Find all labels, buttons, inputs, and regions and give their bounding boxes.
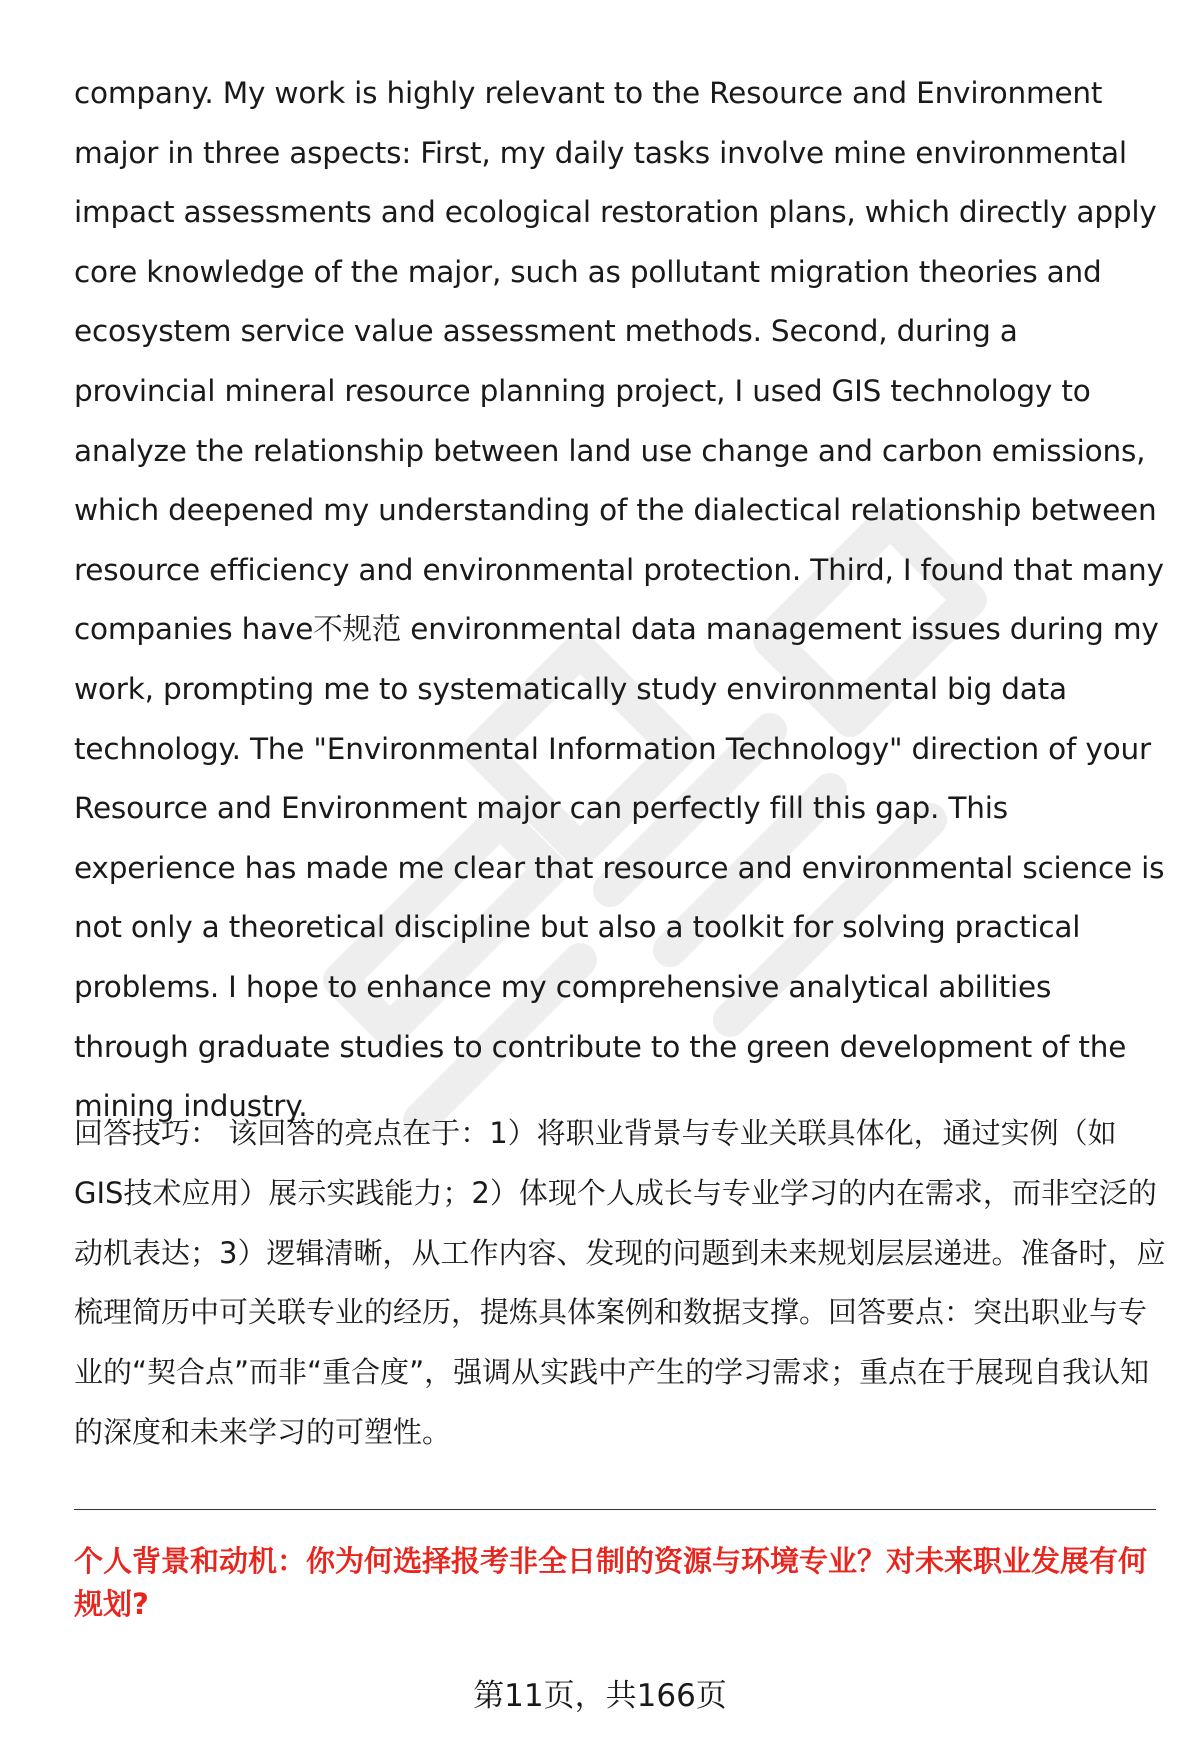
english-answer-paragraph: company. My work is highly relevant to the Resource and Environment major in three aspects: First, my daily tasks involve mine environmental impact assessments and ecological restoration plans, which directly apply core knowledge of the major, such as pollutant migration theories and ecosystem service value assessment methods. Second, during a provincial mineral resource planning project, I used GIS technology to analyze the relationship between land use change and carbon emissions, which deepened my understanding of the dialectical relationship between resource efficiency and environmental protection. Third, I found that many companies have不规范 environmental data management issues during my work, prompting me to systematically study environmental big data technology. The "Environmental Information Technology" direction of your Resource and Environment major can perfectly fill this gap. This experience has made me clear that resource and environmental science is not only a theoretical discipline but also a toolkit for solving practical problems. I hope to enhance my comprehensive analytical abilities through graduate studies to contribute to the green development of the mining industry. bbox=[74, 76, 1165, 1124]
answer-tips-paragraph: 回答技巧： 该回答的亮点在于：1）将职业背景与专业关联具体化，通过实例（如GIS技术应用）展示实践能力；2）体现个人成长与专业学习的内在需求，而非空泛的动机表达；3）逻辑清晰，从工作内容、发现的问题到未来规划层层递进。准备时，应梳理简历中可关联专业的经历，提炼具体案例和数据支撑。回答要点：突出职业与专业的“契合点”而非“重合度”，强调从实践中产生的学习需求；重点在于展现自我认知的深度和未来学习的可塑性。 bbox=[74, 1116, 1166, 1449]
page-number-footer: 第11页，共166页 bbox=[473, 1678, 727, 1714]
question-heading: 个人背景和动机：你为何选择报考非全日制的资源与环境专业？对未来职业发展有何规划? bbox=[74, 1544, 1148, 1621]
section-divider bbox=[74, 1509, 1156, 1510]
